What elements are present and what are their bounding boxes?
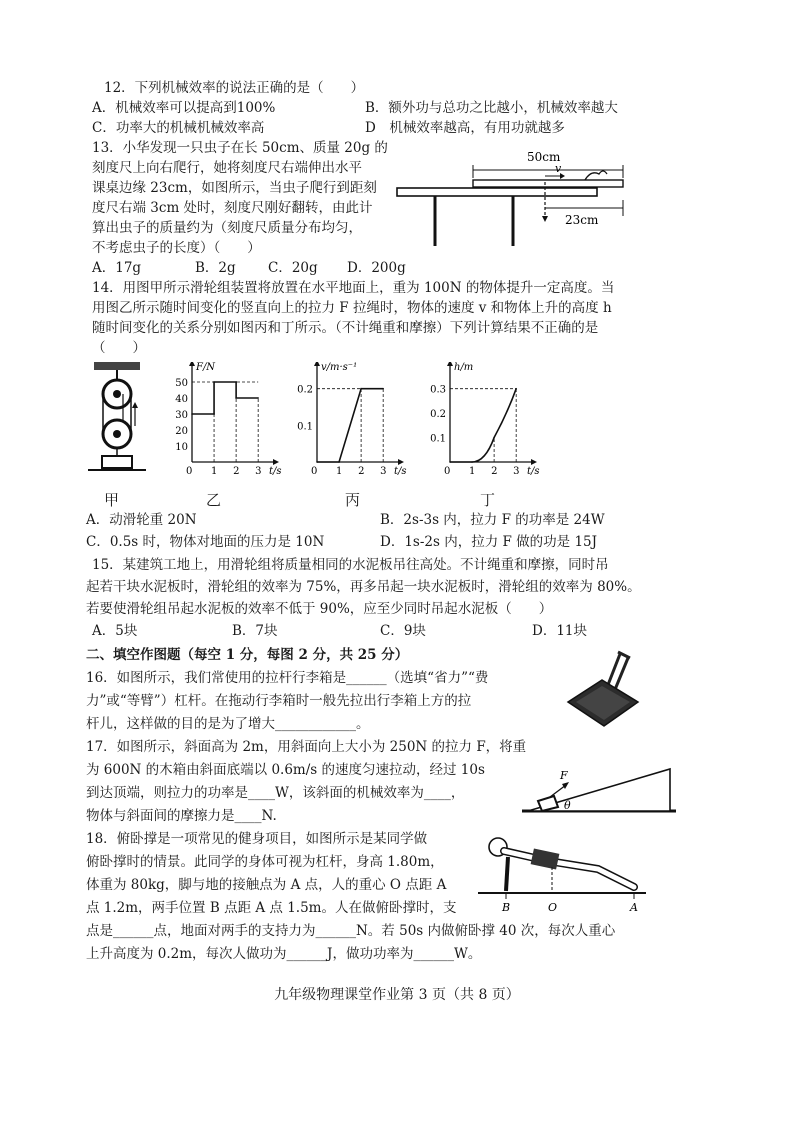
data-point <box>515 388 517 390</box>
q14-option-d: D．1s-2s 内，拉力 F 做的功是 15J <box>380 534 598 550</box>
q15-option-a: A．5块 <box>92 623 138 639</box>
x-tick-label: 1 <box>336 466 343 477</box>
x-tick-label: 1 <box>469 466 476 477</box>
bug <box>585 171 607 180</box>
y-tick-label: 0.3 <box>430 384 446 396</box>
graph-ding <box>430 362 539 477</box>
q16-line2: 力”或“等臂”）杠杆。在拖动行李箱时一般先拉出行李箱上方的拉 <box>86 693 472 709</box>
data-point <box>471 461 473 463</box>
x-axis-arrow <box>531 459 537 465</box>
x-axis-label: t/s <box>394 466 407 477</box>
y-axis-label: h/m <box>454 362 474 373</box>
q13-line1: 13．小华发现一只虫子在长 50cm、质量 20g 的 <box>92 140 388 156</box>
q14-line4: （ ） <box>92 340 146 356</box>
q13-option-c: C．20g <box>268 260 318 276</box>
data-point <box>493 437 495 439</box>
q17-line2: 为 600N 的木箱由斜面底端以 0.6m/s 的速度匀速拉动，经过 10s <box>86 762 485 778</box>
ruler <box>473 180 623 187</box>
ceiling <box>94 362 140 370</box>
label-jia: 甲 <box>104 491 120 509</box>
x-tick-label: 3 <box>380 466 387 477</box>
label-yi: 乙 <box>206 491 222 509</box>
y-tick-label: 50 <box>175 378 188 389</box>
table-top <box>397 188 597 196</box>
data-point <box>382 388 384 390</box>
x-tick-label: 0 <box>311 466 318 477</box>
force-arrow <box>550 785 566 797</box>
label-bing: 丙 <box>345 491 361 509</box>
label-o: O <box>548 901 558 914</box>
q18-line1: 18．俯卧撑是一项常见的健身项目，如图所示是某同学做 <box>86 831 428 847</box>
x-axis-arrow <box>273 459 279 465</box>
y-tick-label: 0.1 <box>297 421 313 433</box>
q15-option-b: B．7块 <box>232 623 278 639</box>
data-point <box>235 397 237 399</box>
q15-line3: 若要使滑轮组吊起水泥板的效率不低于 90%，应至少同时吊起水泥板（ ） <box>86 601 553 617</box>
q13-line4: 度尺右端 3cm 处时，刻度尺刚好翻转，由此计 <box>92 200 373 216</box>
q13-line6: 不考虑虫子的长度）（ ） <box>92 240 261 256</box>
x-axis-label: t/s <box>527 466 540 477</box>
y-tick-label: 40 <box>175 394 188 405</box>
q14-line2: 用图乙所示随时间变化的竖直向上的拉力 F 拉绳时，物体的速度 v 和物体上升的高度 h <box>92 300 612 316</box>
data-point <box>360 388 362 390</box>
q16-line1: 16．如图所示，我们常使用的拉杆行李箱是______（选填“省力”“费 <box>86 670 489 686</box>
label-ding: 丁 <box>480 491 496 509</box>
q18-line2: 俯卧撑时的情景。此同学的身体可视为杠杆，身高 1.80m， <box>86 854 444 870</box>
page-footer: 九年级物理课堂作业第 3 页（共 8 页） <box>274 987 520 1003</box>
y-tick-label: 0.1 <box>430 433 446 445</box>
q13-option-a: A．17g <box>92 260 142 276</box>
y-axis-arrow <box>314 362 320 366</box>
y-tick-label: 20 <box>175 426 188 437</box>
q15-option-c: C．9块 <box>380 623 426 639</box>
label-23cm: 23cm <box>565 213 599 227</box>
incline-figure <box>520 745 680 817</box>
y-tick-label: 10 <box>175 442 188 453</box>
ruler-table-figure <box>395 138 635 250</box>
pulley-figure <box>88 360 148 475</box>
x-axis-arrow <box>398 459 404 465</box>
q17-line1: 17．如图所示，斜面高为 2m，用斜面向上大小为 250N 的拉力 F，将重 <box>86 739 527 755</box>
q14-option-c: C．0.5s 时，物体对地面的压力是 10N <box>86 534 325 550</box>
data-point <box>235 381 237 383</box>
section-heading: 二、填空作图题（每空 1 分，每图 2 分，共 25 分） <box>86 647 409 663</box>
crate <box>538 796 558 811</box>
q18-line6: 上升高度为 0.2m，每次人做功为______J，做功功率为______W。 <box>86 946 482 962</box>
q12-option-a: A．机械效率可以提高到100% <box>92 100 276 116</box>
y-axis-arrow <box>447 362 453 366</box>
q15-line2: 起若干块水泥板时，滑轮组的效率为 75%，再多吊起一块水泥板时，滑轮组的效率为 80%。 <box>86 579 641 595</box>
y-tick-label: 0.2 <box>297 384 313 396</box>
x-tick-label: 0 <box>186 466 193 477</box>
q16-line3: 杆儿，这样做的目的是为了增大____________。 <box>86 716 370 732</box>
q14-option-b: B．2s-3s 内，拉力 F 的功率是 24W <box>380 512 605 528</box>
data-point <box>257 397 259 399</box>
q12-option-b: B．额外功与总功之比越小，机械效率越大 <box>365 100 618 116</box>
data-point <box>191 413 193 415</box>
q13-line5: 算出虫子的质量约为（刻度尺质量分布均匀， <box>92 220 362 236</box>
q14-line3: 随时间变化的关系分别如图丙和丁所示。（不计绳重和摩擦）下列计算结果不正确的是 <box>92 320 599 336</box>
q12-stem: 12．下列机械效率的说法正确的是（ ） <box>104 80 365 96</box>
x-tick-label: 2 <box>491 466 498 477</box>
x-tick-label: 3 <box>255 466 262 477</box>
label-50cm: 50cm <box>527 150 561 164</box>
q13-line3: 课桌边缘 23cm，如图所示，当虫子爬行到距刻 <box>92 180 377 196</box>
label-b: B <box>502 901 511 914</box>
x-axis-label: t/s <box>269 466 282 477</box>
label-v: v <box>555 162 562 175</box>
y-tick-label: 0.2 <box>430 409 446 421</box>
q18-line3: 体重为 80kg，脚与地的接触点为 A 点，人的重心 O 点距 A <box>86 877 447 893</box>
q15-line1: 15．某建筑工地上，用滑轮组将质量相同的水泥板吊往高处。不计绳重和摩擦，同时吊 <box>92 557 609 573</box>
data-point <box>316 461 318 463</box>
graphs-figure <box>150 362 550 484</box>
q13-line2: 刻度尺上向右爬行，她将刻度尺右端伸出水平 <box>92 160 362 176</box>
q12-option-c: C．功率大的机械机械效率高 <box>92 120 265 136</box>
q17-line3: 到达顶端，则拉力的功率是____W，该斜面的机械效率为____， <box>86 785 465 801</box>
person-shorts <box>531 848 560 869</box>
q15-option-d: D．11块 <box>532 623 588 639</box>
suitcase-figure <box>560 650 650 730</box>
label-f: F <box>560 769 568 782</box>
graph-bing <box>297 362 406 477</box>
data-point <box>213 381 215 383</box>
q13-option-b: B．2g <box>195 260 236 276</box>
data-point <box>213 413 215 415</box>
y-axis-label: v/m·s⁻¹ <box>321 362 358 373</box>
load-block <box>102 456 132 468</box>
x-tick-label: 2 <box>358 466 365 477</box>
q13-option-d: D．200g <box>347 260 406 276</box>
q14-line1: 14．用图甲所示滑轮组装置将放置在水平地面上，重为 100N 的物体提升一定高度。当 <box>92 280 615 296</box>
q18-line5: 点是______点，地面对两手的支持力为______N。若 50s 内做俯卧撑 40 次，每次人重心 <box>86 923 616 939</box>
q18-line4: 点 1.2m，两手位置 B 点距 A 点 1.5m。人在做俯卧撑时，支 <box>86 900 457 916</box>
data-point <box>449 461 451 463</box>
y-axis-label: F/N <box>196 362 216 373</box>
graph-yi <box>175 362 281 477</box>
x-tick-label: 3 <box>513 466 520 477</box>
data-series-line <box>317 389 383 462</box>
q17-line4: 物体与斜面间的摩擦力是____N. <box>86 808 277 824</box>
x-tick-label: 1 <box>211 466 218 477</box>
x-tick-label: 2 <box>233 466 240 477</box>
person-arm <box>506 857 508 891</box>
q12-option-d: D 机械效率越高，有用功就越多 <box>365 120 565 136</box>
data-series-line <box>450 389 516 462</box>
y-axis-arrow <box>189 362 195 366</box>
data-series-line <box>192 382 258 414</box>
y-tick-label: 30 <box>175 410 188 421</box>
x-tick-label: 0 <box>444 466 451 477</box>
pushup-figure <box>478 825 648 920</box>
label-theta: θ <box>564 799 571 812</box>
label-a: A <box>630 901 638 914</box>
q14-option-a: A．动滑轮重 20N <box>86 512 197 528</box>
data-point <box>338 461 340 463</box>
